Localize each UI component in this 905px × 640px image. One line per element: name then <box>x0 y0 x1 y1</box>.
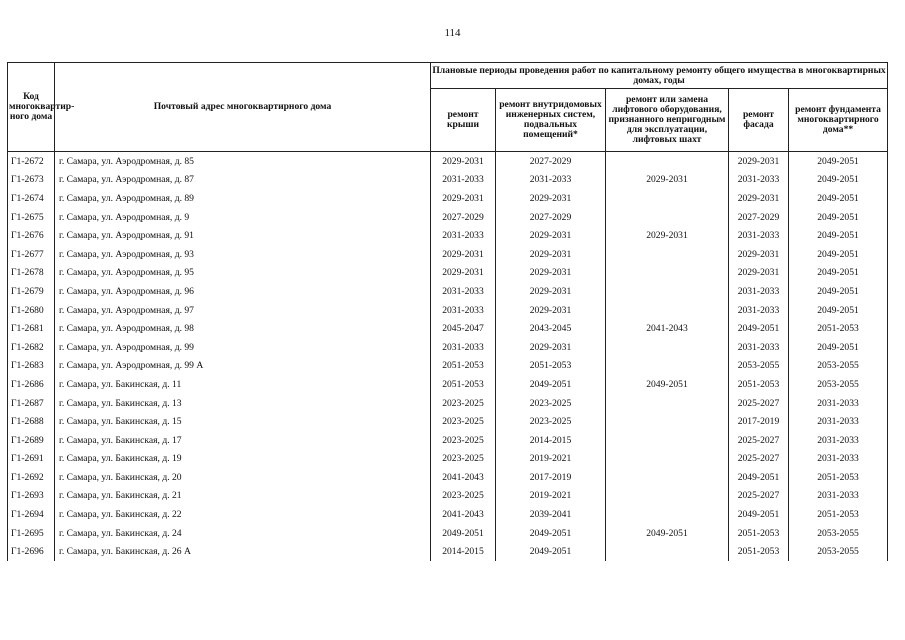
cell-address: г. Самара, ул. Бакинская, д. 11 <box>55 375 431 394</box>
table-row <box>8 375 888 394</box>
table-row <box>8 431 888 450</box>
cell-code: Г1-2679 <box>8 282 55 301</box>
cell-systems: 2023-2025 <box>496 394 606 413</box>
cell-systems: 2029-2031 <box>496 226 606 245</box>
cell-address: г. Самара, ул. Аэродромная, д. 97 <box>55 301 431 320</box>
cell-lift <box>606 189 729 208</box>
cell-lift <box>606 357 729 376</box>
cell-systems: 2051-2053 <box>496 357 606 376</box>
table-row <box>8 226 888 245</box>
cell-code: Г1-2688 <box>8 412 55 431</box>
cell-facade: 2029-2031 <box>729 152 789 171</box>
cell-roof: 2031-2033 <box>431 171 496 190</box>
cell-foundation: 2053-2055 <box>789 542 888 561</box>
cell-lift <box>606 245 729 264</box>
cell-systems: 2029-2031 <box>496 301 606 320</box>
cell-code: Г1-2694 <box>8 505 55 524</box>
cell-roof: 2014-2015 <box>431 542 496 561</box>
cell-address: г. Самара, ул. Бакинская, д. 22 <box>55 505 431 524</box>
cell-lift: 2049-2051 <box>606 375 729 394</box>
cell-code: Г1-2674 <box>8 189 55 208</box>
table-row <box>8 152 888 171</box>
repair-schedule-table <box>7 62 888 561</box>
cell-lift <box>606 152 729 171</box>
cell-code: Г1-2686 <box>8 375 55 394</box>
cell-lift <box>606 487 729 506</box>
cell-facade: 2025-2027 <box>729 450 789 469</box>
cell-address: г. Самара, ул. Аэродромная, д. 99 <box>55 338 431 357</box>
header-roof: ремонт крыши <box>431 89 496 152</box>
cell-code: Г1-2692 <box>8 468 55 487</box>
table-row <box>8 394 888 413</box>
cell-lift: 2029-2031 <box>606 171 729 190</box>
cell-roof: 2031-2033 <box>431 226 496 245</box>
table-row <box>8 208 888 227</box>
table-row <box>8 301 888 320</box>
cell-foundation: 2049-2051 <box>789 171 888 190</box>
table-row <box>8 357 888 376</box>
cell-foundation: 2049-2051 <box>789 208 888 227</box>
page-number: 114 <box>444 27 461 39</box>
cell-roof: 2029-2031 <box>431 245 496 264</box>
cell-code: Г1-2696 <box>8 542 55 561</box>
cell-roof: 2041-2043 <box>431 505 496 524</box>
cell-address: г. Самара, ул. Бакинская, д. 17 <box>55 431 431 450</box>
cell-lift <box>606 394 729 413</box>
cell-address: г. Самара, ул. Бакинская, д. 15 <box>55 412 431 431</box>
header-code: Код многоквартир-ного дома <box>8 63 55 152</box>
cell-address: г. Самара, ул. Аэродромная, д. 99 А <box>55 357 431 376</box>
cell-roof: 2045-2047 <box>431 319 496 338</box>
cell-facade: 2025-2027 <box>729 431 789 450</box>
cell-systems: 2029-2031 <box>496 245 606 264</box>
cell-roof: 2029-2031 <box>431 189 496 208</box>
cell-roof: 2031-2033 <box>431 338 496 357</box>
cell-roof: 2049-2051 <box>431 524 496 543</box>
cell-code: Г1-2675 <box>8 208 55 227</box>
header-lift: ремонт или замена лифтового оборудования, признанного непригодным для эксплуатации, лифтовых шахт <box>606 89 729 152</box>
cell-roof: 2029-2031 <box>431 264 496 283</box>
header-facade: ремонт фасада <box>729 89 789 152</box>
table-body <box>8 152 888 562</box>
cell-lift <box>606 505 729 524</box>
cell-code: Г1-2681 <box>8 319 55 338</box>
table-row <box>8 450 888 469</box>
header-systems: ремонт внутридомовых инженерных систем, подвальных помещений* <box>496 89 606 152</box>
cell-systems: 2049-2051 <box>496 542 606 561</box>
cell-foundation: 2031-2033 <box>789 412 888 431</box>
cell-code: Г1-2676 <box>8 226 55 245</box>
cell-lift: 2041-2043 <box>606 319 729 338</box>
cell-address: г. Самара, ул. Аэродромная, д. 91 <box>55 226 431 245</box>
cell-facade: 2049-2051 <box>729 319 789 338</box>
cell-roof: 2041-2043 <box>431 468 496 487</box>
cell-systems: 2023-2025 <box>496 412 606 431</box>
cell-code: Г1-2689 <box>8 431 55 450</box>
cell-code: Г1-2680 <box>8 301 55 320</box>
cell-systems: 2019-2021 <box>496 487 606 506</box>
cell-facade: 2049-2051 <box>729 468 789 487</box>
cell-facade: 2025-2027 <box>729 394 789 413</box>
cell-facade: 2051-2053 <box>729 375 789 394</box>
cell-code: Г1-2677 <box>8 245 55 264</box>
cell-code: Г1-2691 <box>8 450 55 469</box>
cell-systems: 2019-2021 <box>496 450 606 469</box>
table-row <box>8 264 888 283</box>
cell-foundation: 2049-2051 <box>789 264 888 283</box>
cell-foundation: 2049-2051 <box>789 282 888 301</box>
cell-systems: 2043-2045 <box>496 319 606 338</box>
table-row <box>8 171 888 190</box>
cell-facade: 2031-2033 <box>729 282 789 301</box>
cell-systems: 2029-2031 <box>496 189 606 208</box>
cell-code: Г1-2683 <box>8 357 55 376</box>
cell-address: г. Самара, ул. Бакинская, д. 21 <box>55 487 431 506</box>
cell-foundation: 2049-2051 <box>789 152 888 171</box>
cell-facade: 2031-2033 <box>729 338 789 357</box>
cell-roof: 2023-2025 <box>431 394 496 413</box>
cell-foundation: 2049-2051 <box>789 301 888 320</box>
cell-facade: 2027-2029 <box>729 208 789 227</box>
cell-lift: 2029-2031 <box>606 226 729 245</box>
cell-lift <box>606 282 729 301</box>
cell-address: г. Самара, ул. Аэродромная, д. 95 <box>55 264 431 283</box>
cell-roof: 2031-2033 <box>431 282 496 301</box>
cell-roof: 2023-2025 <box>431 487 496 506</box>
cell-roof: 2031-2033 <box>431 301 496 320</box>
cell-code: Г1-2678 <box>8 264 55 283</box>
cell-lift <box>606 412 729 431</box>
cell-code: Г1-2672 <box>8 152 55 171</box>
table-header <box>8 63 888 152</box>
cell-systems: 2014-2015 <box>496 431 606 450</box>
cell-foundation: 2053-2055 <box>789 375 888 394</box>
table-row <box>8 189 888 208</box>
header-address: Почтовый адрес многоквартирного дома <box>55 63 431 152</box>
cell-lift <box>606 542 729 561</box>
cell-systems: 2027-2029 <box>496 208 606 227</box>
cell-facade: 2031-2033 <box>729 301 789 320</box>
cell-foundation: 2053-2055 <box>789 524 888 543</box>
cell-systems: 2029-2031 <box>496 282 606 301</box>
cell-lift <box>606 468 729 487</box>
cell-facade: 2049-2051 <box>729 505 789 524</box>
table-row <box>8 524 888 543</box>
cell-systems: 2029-2031 <box>496 338 606 357</box>
table-row <box>8 245 888 264</box>
cell-lift <box>606 264 729 283</box>
cell-foundation: 2053-2055 <box>789 357 888 376</box>
cell-foundation: 2051-2053 <box>789 468 888 487</box>
cell-systems: 2027-2029 <box>496 152 606 171</box>
cell-foundation: 2049-2051 <box>789 189 888 208</box>
cell-code: Г1-2693 <box>8 487 55 506</box>
table-row <box>8 468 888 487</box>
cell-systems: 2031-2033 <box>496 171 606 190</box>
cell-facade: 2031-2033 <box>729 226 789 245</box>
table-row <box>8 487 888 506</box>
cell-address: г. Самара, ул. Бакинская, д. 13 <box>55 394 431 413</box>
cell-address: г. Самара, ул. Бакинская, д. 24 <box>55 524 431 543</box>
table-row <box>8 338 888 357</box>
cell-roof: 2023-2025 <box>431 450 496 469</box>
cell-code: Г1-2673 <box>8 171 55 190</box>
cell-address: г. Самара, ул. Аэродромная, д. 98 <box>55 319 431 338</box>
cell-systems: 2029-2031 <box>496 264 606 283</box>
cell-roof: 2023-2025 <box>431 412 496 431</box>
cell-facade: 2029-2031 <box>729 264 789 283</box>
cell-foundation: 2051-2053 <box>789 319 888 338</box>
cell-facade: 2053-2055 <box>729 357 789 376</box>
cell-address: г. Самара, ул. Аэродромная, д. 96 <box>55 282 431 301</box>
cell-address: г. Самара, ул. Аэродромная, д. 85 <box>55 152 431 171</box>
cell-facade: 2029-2031 <box>729 245 789 264</box>
cell-lift <box>606 208 729 227</box>
cell-roof: 2051-2053 <box>431 357 496 376</box>
cell-roof: 2023-2025 <box>431 431 496 450</box>
cell-foundation: 2031-2033 <box>789 487 888 506</box>
cell-roof: 2029-2031 <box>431 152 496 171</box>
table-row <box>8 319 888 338</box>
cell-address: г. Самара, ул. Бакинская, д. 26 А <box>55 542 431 561</box>
cell-lift: 2049-2051 <box>606 524 729 543</box>
cell-systems: 2039-2041 <box>496 505 606 524</box>
cell-facade: 2051-2053 <box>729 524 789 543</box>
cell-systems: 2049-2051 <box>496 375 606 394</box>
cell-foundation: 2031-2033 <box>789 431 888 450</box>
cell-foundation: 2049-2051 <box>789 226 888 245</box>
table-row <box>8 412 888 431</box>
cell-lift <box>606 431 729 450</box>
cell-foundation: 2051-2053 <box>789 505 888 524</box>
cell-facade: 2017-2019 <box>729 412 789 431</box>
cell-lift <box>606 450 729 469</box>
cell-foundation: 2049-2051 <box>789 338 888 357</box>
header-foundation: ремонт фундамента многоквартирного дома** <box>789 89 888 152</box>
cell-foundation: 2049-2051 <box>789 245 888 264</box>
cell-code: Г1-2687 <box>8 394 55 413</box>
cell-systems: 2017-2019 <box>496 468 606 487</box>
cell-facade: 2025-2027 <box>729 487 789 506</box>
header-periods-group: Плановые периоды проведения работ по капитальному ремонту общего имущества в многоквартирных домах, годы <box>431 63 888 89</box>
cell-facade: 2031-2033 <box>729 171 789 190</box>
cell-address: г. Самара, ул. Аэродромная, д. 9 <box>55 208 431 227</box>
cell-address: г. Самара, ул. Бакинская, д. 19 <box>55 450 431 469</box>
cell-code: Г1-2682 <box>8 338 55 357</box>
cell-address: г. Самара, ул. Аэродромная, д. 93 <box>55 245 431 264</box>
cell-lift <box>606 338 729 357</box>
table-row <box>8 282 888 301</box>
cell-address: г. Самара, ул. Аэродромная, д. 87 <box>55 171 431 190</box>
table-row <box>8 505 888 524</box>
cell-roof: 2051-2053 <box>431 375 496 394</box>
cell-address: г. Самара, ул. Бакинская, д. 20 <box>55 468 431 487</box>
cell-roof: 2027-2029 <box>431 208 496 227</box>
cell-code: Г1-2695 <box>8 524 55 543</box>
cell-address: г. Самара, ул. Аэродромная, д. 89 <box>55 189 431 208</box>
cell-foundation: 2031-2033 <box>789 450 888 469</box>
cell-facade: 2029-2031 <box>729 189 789 208</box>
table-row <box>8 542 888 561</box>
cell-facade: 2051-2053 <box>729 542 789 561</box>
cell-foundation: 2031-2033 <box>789 394 888 413</box>
cell-systems: 2049-2051 <box>496 524 606 543</box>
cell-lift <box>606 301 729 320</box>
